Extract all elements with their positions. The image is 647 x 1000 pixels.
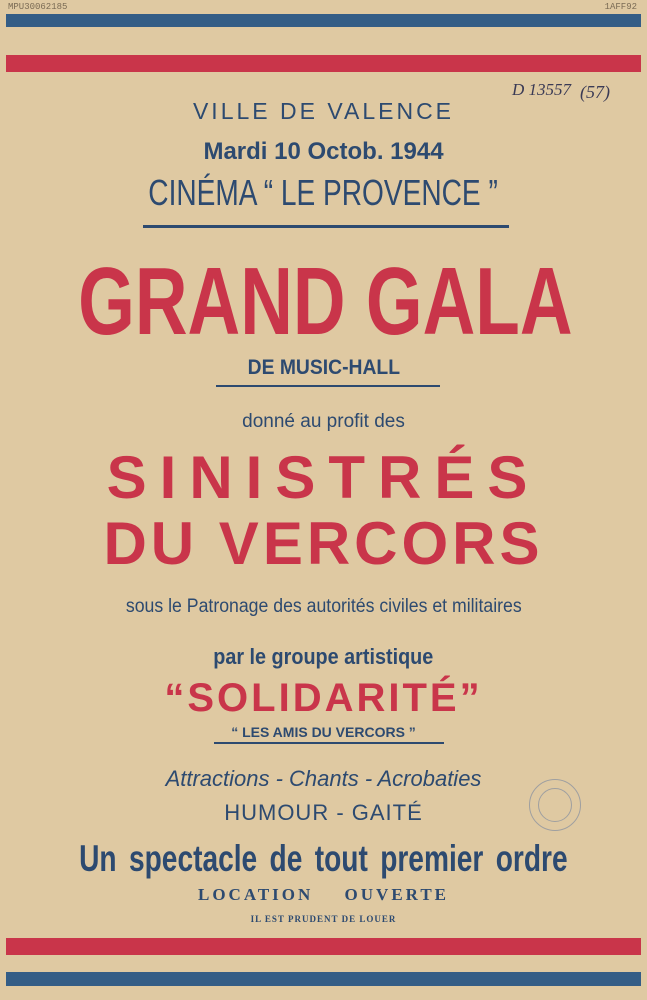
beneficiary-line-1: SINISTRÉS [106, 444, 541, 511]
venue-name: CINÉMA “ LE PROVENCE ” [148, 172, 499, 213]
given-for-text: donné au profit des [242, 411, 405, 432]
number-annotation: (57) [580, 82, 610, 102]
attractions-text: Attractions - Chants - Acrobaties [165, 766, 482, 791]
subtitle-wrap [0, 356, 647, 380]
tagline-wrap [0, 838, 647, 880]
advice-text: IL EST PRUDENT DE LOUER [250, 914, 397, 924]
bottom-red-stripe [6, 938, 641, 955]
location-text: LOCATION OUVERTE [197, 885, 450, 904]
patronage-text: sous le Patronage des autorités civiles et militaires [125, 596, 522, 617]
by-group-text: par le groupe artistique [213, 644, 434, 669]
archive-code-left: MPU30062185 [8, 2, 68, 12]
gala-title: GRAND GALA [78, 248, 573, 355]
humour-text: HUMOUR - GAITÉ [224, 800, 423, 825]
group-subname-underline [214, 742, 444, 744]
group-name: “SOLIDARITÉ” [164, 676, 483, 720]
venue-wrap [0, 172, 647, 214]
music-hall-subtitle: DE MUSIC-HALL [247, 356, 400, 379]
event-date: Mardi 10 Octob. 1944 [203, 138, 444, 165]
inventory-annotation: D 13557 [512, 80, 572, 99]
top-red-stripe [6, 55, 641, 72]
title-wrap [0, 248, 647, 355]
tagline-text: Un spectacle de tout premier ordre [79, 838, 568, 879]
venue-underline [143, 225, 509, 228]
archive-code-right: 1AFF92 [604, 2, 637, 12]
group-subname: “ LES AMIS DU VERCORS ” [231, 724, 416, 740]
top-blue-stripe [6, 14, 641, 27]
city-heading: VILLE DE VALENCE [192, 98, 455, 124]
bottom-blue-stripe [6, 972, 641, 986]
beneficiary-line-2: DU VERCORS [103, 510, 544, 577]
by-group-wrap [0, 644, 647, 670]
patronage-wrap [0, 596, 647, 618]
subtitle-underline [216, 385, 440, 387]
library-stamp-icon [529, 779, 581, 831]
